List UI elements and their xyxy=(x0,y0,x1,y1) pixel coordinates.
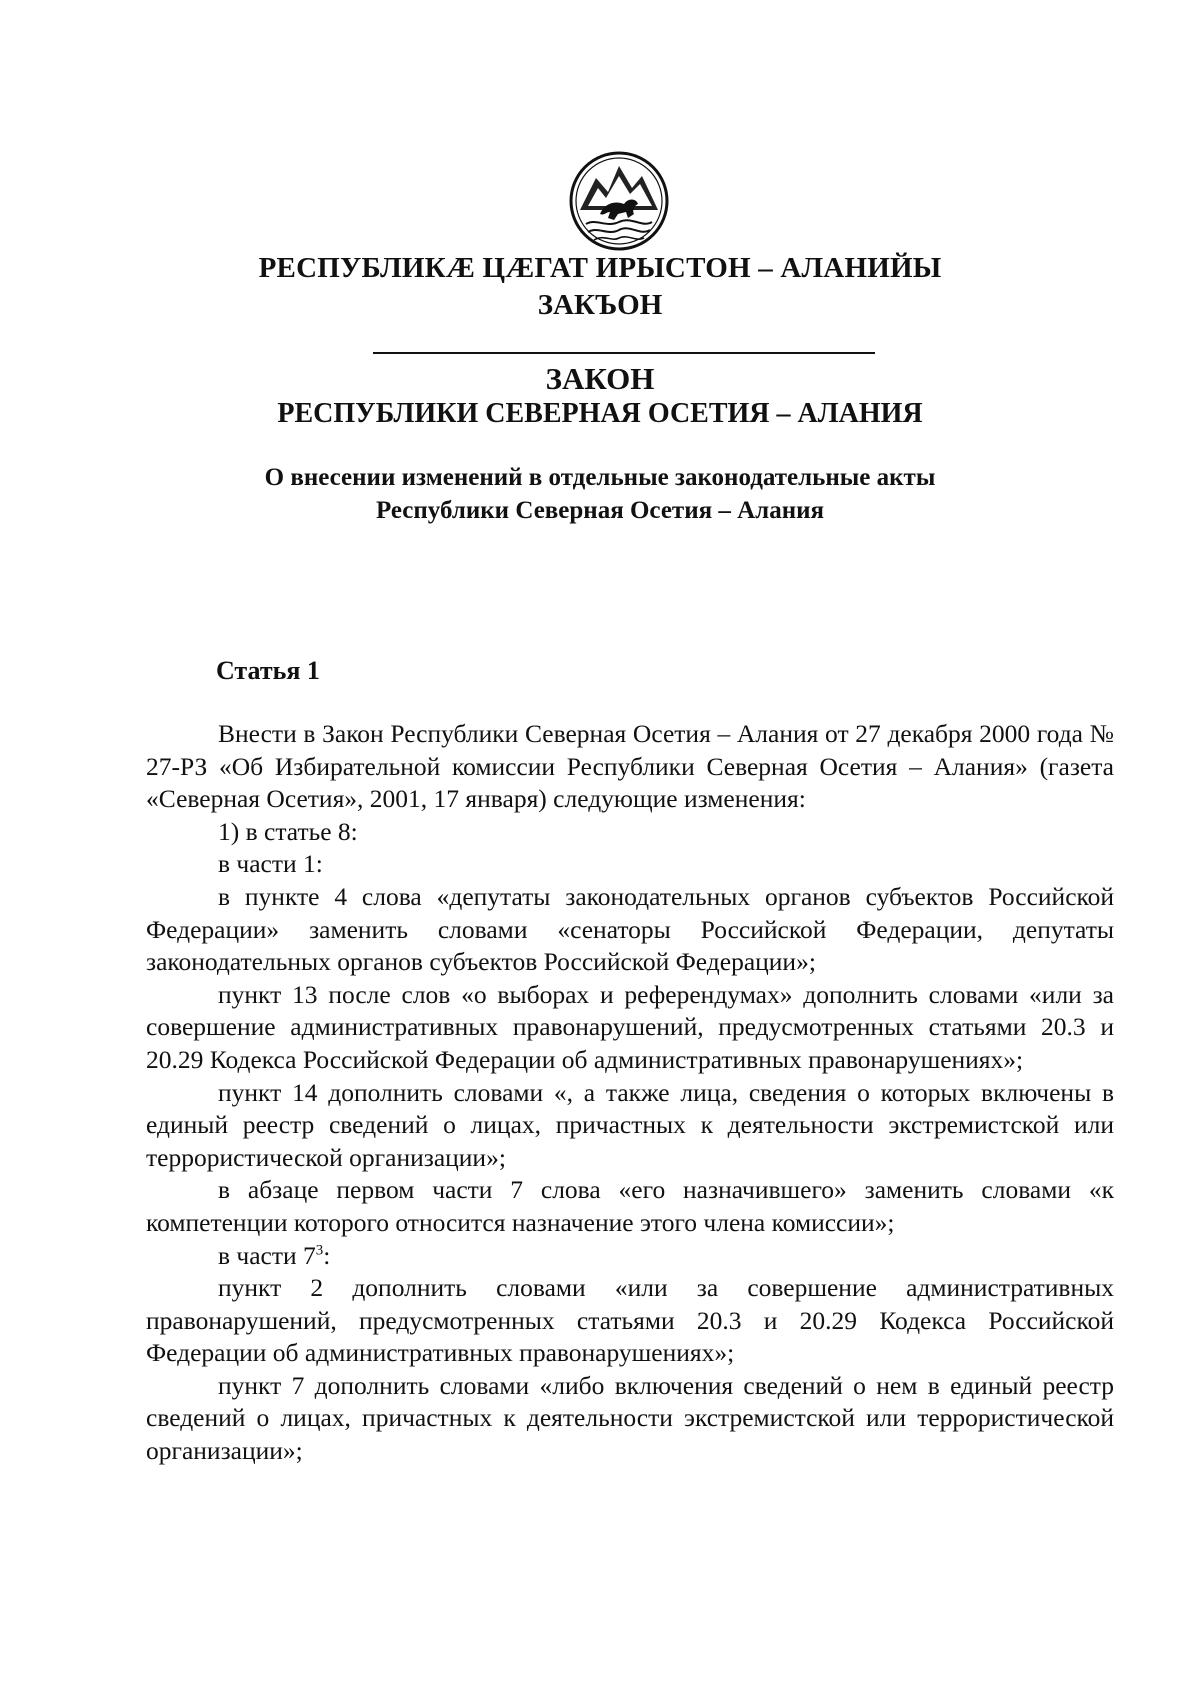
law-title-line-2: Республики Северная Осетия – Алания xyxy=(375,497,825,524)
paragraph: пункт 13 после слов «о выборах и референдумах» дополнить словами «или за совершение административных правонарушений, предусмотренных статьями 20.3 и 20.29 Кодекса Российской Федерации об административных правонарушениях»; xyxy=(146,979,1114,1074)
header-divider xyxy=(373,352,875,354)
paragraph xyxy=(146,1240,1114,1273)
paragraph: Внести в Закон Республики Северная Осетия – Алания от 27 декабря 2000 года № 27-РЗ «Об Избирательной комиссии Республики Северная Осетия – Алания» (газета «Северная Осетия», 2001, 17 января) следующие изменения: xyxy=(146,719,1114,814)
ossetian-law-word: ЗАКЪОН xyxy=(537,289,663,321)
paragraph: в пункте 4 слова «депутаты законодательных органов субъектов Российской Федерации» заменить словами «сенаторы Российской Федерации, депутаты законодательных органов субъектов Российской Федерации»; xyxy=(146,881,1114,977)
paragraph: пункт 2 дополнить словами «или за совершение административных правонарушений, предусмотренных статьями 20.3 и 20.29 Кодекса Российской Федерации об административных правонарушениях»; xyxy=(146,1273,1114,1368)
part-label: в части 7 xyxy=(218,1240,316,1270)
paragraph: пункт 14 дополнить словами «, а также лица, сведения о которых включены в единый реестр сведений о лицах, причастных к деятельности экстремистской или террористической организации»; xyxy=(146,1077,1114,1172)
article-body xyxy=(146,718,1114,1468)
ossetian-republic-title: РЕСПУБЛИКӔ ЦӔГАТ ИРЫСТОН – АЛАНИЙЫ xyxy=(258,252,942,284)
paragraph: пункт 7 дополнить словами «либо включения сведений о нем в единый реестр сведений о лицах, причастных к деятельности экстремистской или террористической организации»; xyxy=(146,1370,1114,1466)
paragraph: в части 1: xyxy=(218,849,323,879)
article-heading: Статья 1 xyxy=(216,656,320,685)
part-suffix: : xyxy=(323,1240,331,1270)
coat-of-arms-emblem xyxy=(566,148,672,254)
russian-law-word: ЗАКОН xyxy=(545,361,655,396)
law-title-line-1: О внесении изменений в отдельные законодательные акты xyxy=(264,464,936,491)
part-superscript: 3 xyxy=(315,1242,324,1258)
paragraph: 1) в статье 8: xyxy=(218,816,358,846)
russian-republic-title: РЕСПУБЛИКИ СЕВЕРНАЯ ОСЕТИЯ – АЛАНИЯ xyxy=(277,398,923,429)
paragraph: в абзаце первом части 7 слова «его назначившего» заменить словами «к компетенции которого относится назначение этого члена комиссии»; xyxy=(146,1175,1114,1237)
